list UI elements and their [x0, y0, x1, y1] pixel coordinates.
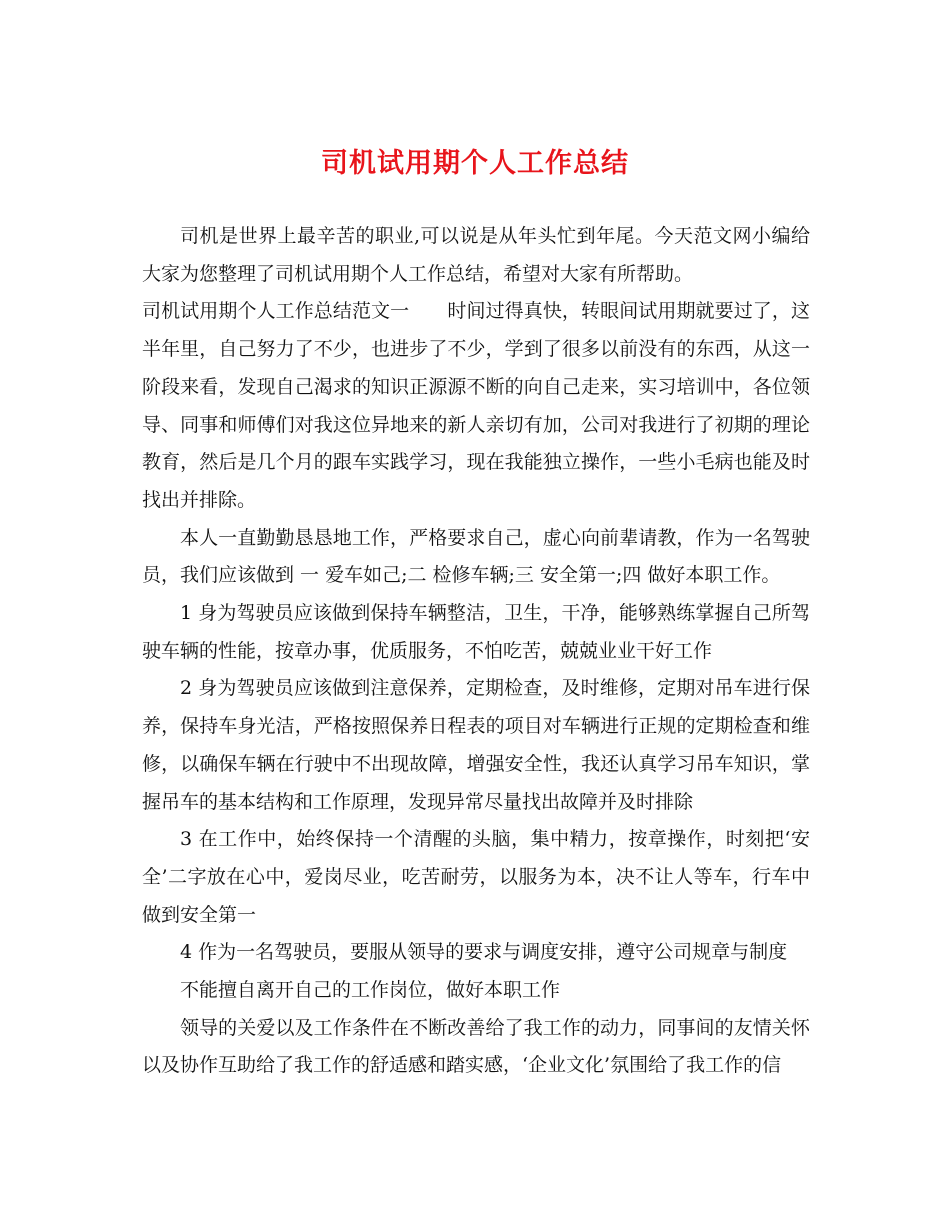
closing-paragraph: 领导的关爱以及工作条件在不断改善给了我工作的动力，同事间的友情关怀以及协作互助给了我工作的舒适感和踏实感，‘企业文化’氛围给了我工作的信 — [142, 1016, 810, 1077]
duties-paragraph: 本人一直勤勤恳恳地工作，严格要求自己，虚心向前辈请教，作为一名驾驶员，我们应该做到 一 爱车如己;二 检修车辆;三 安全第一;四 做好本职工作。 — [142, 526, 810, 587]
document-body — [142, 218, 810, 1085]
duty-item-4-continued: 不能擅自离开自己的工作岗位，做好本职工作 — [180, 979, 561, 1002]
intro-paragraph: 司机是世界上最辛苦的职业,可以说是从年头忙到年尾。今天范文网小编给大家为您整理了司机试用期个人工作总结，希望对大家有所帮助。 — [142, 225, 810, 285]
sample-one-paragraph: 司机试用期个人工作总结范文一 时间过得真快，转眼间试用期就要过了，这半年里，自己努力了不少，也进步了不少，学到了很多以前没有的东西，从这一阶段来看，发现自己渴求的知识正源源不断的向自己走来，实习培训中，各位领导、同事和师傅们对我这位异地来的新人亲切有加，公司对我进行了初期的理论教育，然后是几个月的跟车实践学习，现在我能独立操作，一些小毛病也能及时找出并排除。 — [142, 300, 810, 511]
duty-item-4: 4 作为一名驾驶员，要服从领导的要求与调度安排，遵守公司规章与制度 — [180, 941, 788, 964]
page-title: 司机试用期个人工作总结 — [321, 148, 629, 179]
duty-item-1: 1 身为驾驶员应该做到保持车辆整洁，卫生，干净，能够熟练掌握自己所驾驶车辆的性能，按章办事，优质服务，不怕吃苦，兢兢业业干好工作 — [142, 602, 810, 662]
duty-item-3: 3 在工作中，始终保持一个清醒的头脑，集中精力，按章操作，时刻把‘安全’二字放在心中，爱岗尽业，吃苦耐劳，以服务为本，决不让人等车，行车中做到安全第一 — [142, 828, 810, 926]
duty-item-2: 2 身为驾驶员应该做到注意保养，定期检查，及时维修，定期对吊车进行保养，保持车身光洁，严格按照保养日程表的项目对车辆进行正规的定期检查和维修，以确保车辆在行驶中不出现故障，增强安全性，我还认真学习吊车知识，掌握吊车的基本结构和工作原理，发现异常尽量找出故障并及时排除 — [142, 677, 810, 813]
